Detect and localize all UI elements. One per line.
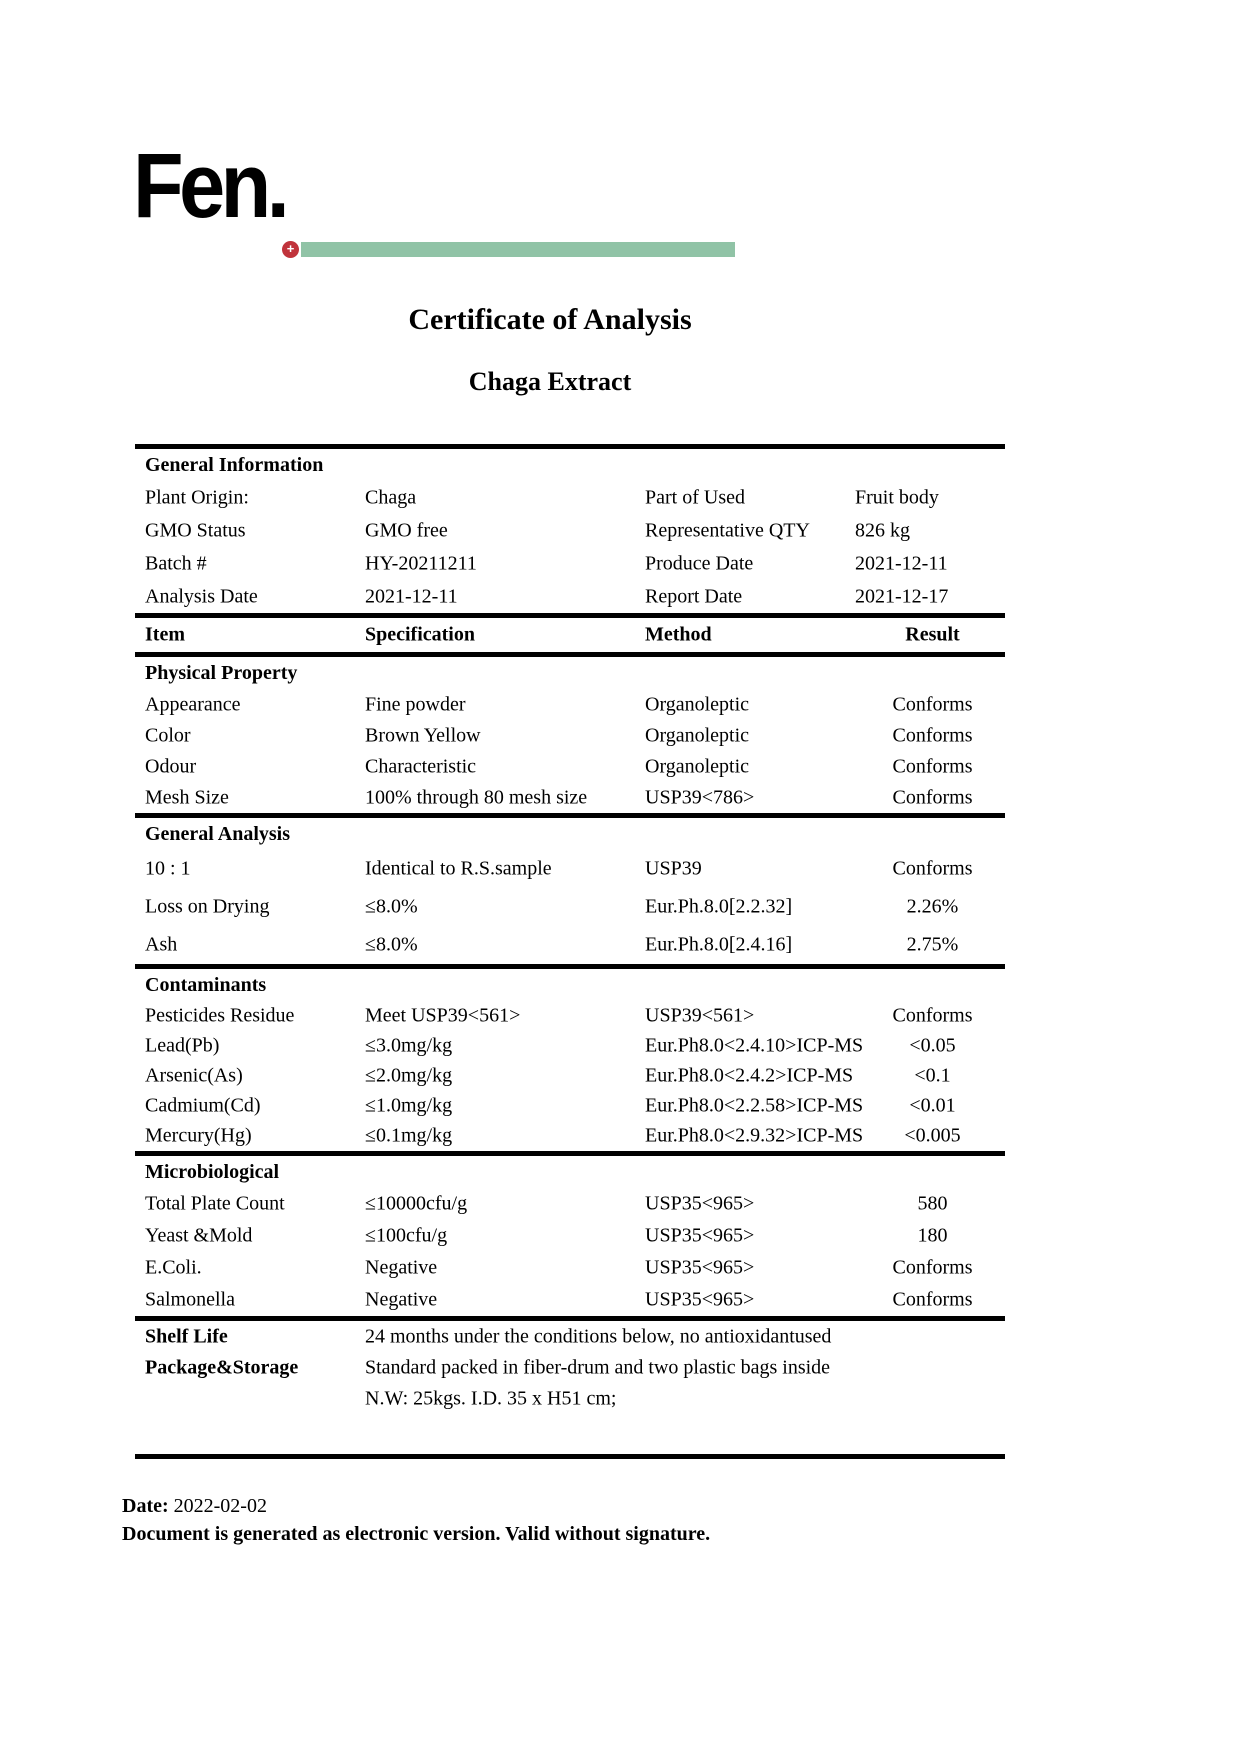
info-label: Representative QTY [645, 519, 810, 541]
info-label: Report Date [645, 585, 743, 607]
result-cell: <0.05 [909, 1034, 956, 1057]
method-cell: USP39<561> [645, 1004, 755, 1027]
result-cell: <0.01 [909, 1094, 956, 1117]
result-cell: Conforms [892, 693, 973, 715]
method-cell: Eur.Ph.8.0[2.2.32] [645, 895, 793, 918]
spec-cell: Fine powder [365, 693, 466, 715]
info-label: GMO Status [145, 519, 246, 541]
method-cell: Organoleptic [645, 755, 750, 777]
table-row [135, 720, 1005, 751]
column-header: Method [645, 623, 712, 646]
info-label: Plant Origin: [145, 486, 249, 508]
result-cell: <0.005 [904, 1124, 961, 1147]
table-row [135, 751, 1005, 782]
item-cell: Mesh Size [145, 786, 229, 808]
info-value: 2021-12-17 [855, 585, 949, 607]
column-header: Item [145, 623, 185, 646]
spec-cell: Negative [365, 1288, 438, 1311]
method-cell: USP39 [645, 857, 702, 880]
method-cell: Eur.Ph.8.0[2.4.16] [645, 933, 793, 956]
item-cell: Loss on Drying [145, 895, 270, 918]
spec-cell: Negative [365, 1256, 438, 1279]
info-label: Produce Date [645, 552, 754, 574]
spec-cell: ≤1.0mg/kg [365, 1094, 453, 1117]
footer-note: Document is generated as electronic version. Valid without signature. [122, 1523, 711, 1545]
info-value: 826 kg [855, 519, 910, 541]
spec-cell: ≤0.1mg/kg [365, 1124, 453, 1147]
method-cell: Eur.Ph8.0<2.4.2>ICP-MS [645, 1064, 854, 1087]
table-row [135, 926, 1005, 964]
storage-label: Package&Storage [145, 1356, 299, 1378]
section-heading: Microbiological [145, 1161, 280, 1183]
section-heading: Physical Property [145, 662, 298, 684]
spec-cell: ≤2.0mg/kg [365, 1064, 453, 1087]
spec-cell: ≤8.0% [365, 933, 418, 956]
storage-value: Standard packed in fiber-drum and two plastic bags inside [365, 1356, 831, 1378]
result-cell: Conforms [892, 857, 973, 880]
column-header: Result [905, 623, 960, 646]
result-cell: 2.75% [906, 933, 959, 956]
info-value: 2021-12-11 [365, 585, 458, 607]
general-information-heading: General Information [145, 454, 324, 476]
result-cell: 180 [917, 1224, 948, 1247]
spec-cell: ≤8.0% [365, 895, 418, 918]
section-heading: General Analysis [145, 823, 291, 845]
info-value: GMO free [365, 519, 448, 541]
storage-row [135, 1321, 1005, 1352]
item-cell: Color [145, 724, 191, 746]
method-cell: USP35<965> [645, 1256, 755, 1279]
item-cell: Arsenic(As) [145, 1064, 243, 1087]
general-info-row [135, 481, 1005, 514]
table-row [135, 689, 1005, 720]
table-row [135, 1121, 1005, 1151]
method-cell: USP35<965> [645, 1288, 755, 1311]
spec-cell: Meet USP39<561> [365, 1004, 521, 1027]
method-cell: USP35<965> [645, 1192, 755, 1215]
table-row [135, 1001, 1005, 1031]
result-cell: <0.1 [914, 1064, 951, 1087]
document-title: Certificate of Analysis [408, 303, 692, 336]
item-cell: Appearance [145, 693, 241, 715]
spec-cell: ≤10000cfu/g [365, 1192, 468, 1215]
storage-rows [135, 1321, 1005, 1414]
result-cell: Conforms [892, 724, 973, 746]
item-cell: Mercury(Hg) [145, 1124, 252, 1147]
table-header-row [135, 618, 1005, 652]
table-row [135, 1252, 1005, 1284]
storage-label: Shelf Life [145, 1325, 228, 1347]
table-row [135, 1220, 1005, 1252]
item-cell: 10 : 1 [145, 857, 191, 880]
spec-cell: ≤100cfu/g [365, 1224, 448, 1247]
info-label: Analysis Date [145, 585, 258, 607]
result-cell: Conforms [892, 755, 973, 777]
result-cell: 2.26% [906, 895, 959, 918]
item-cell: Total Plate Count [145, 1192, 285, 1215]
storage-value: N.W: 25kgs. I.D. 35 x H51 cm; [365, 1387, 617, 1409]
general-info-row [135, 514, 1005, 547]
table-row [135, 888, 1005, 926]
table-sections [135, 657, 1005, 1321]
storage-row [135, 1383, 1005, 1414]
date-label: Date: [122, 1495, 169, 1517]
table-row [135, 850, 1005, 888]
logo-accent-bar [301, 242, 735, 257]
info-label: Batch # [145, 552, 207, 574]
item-cell: Cadmium(Cd) [145, 1094, 261, 1117]
method-cell: Organoleptic [645, 724, 750, 746]
method-cell: USP39<786> [645, 786, 755, 808]
result-cell: 580 [917, 1192, 948, 1215]
storage-row [135, 1352, 1005, 1383]
spacer [135, 1414, 1005, 1454]
item-cell: Lead(Pb) [145, 1034, 220, 1057]
general-info-row [135, 547, 1005, 580]
spec-cell: Identical to R.S.sample [365, 857, 552, 880]
method-cell: Eur.Ph8.0<2.9.32>ICP-MS [645, 1124, 864, 1147]
item-cell: E.Coli. [145, 1256, 202, 1279]
spec-cell: Brown Yellow [365, 724, 481, 746]
divider [135, 1454, 1005, 1459]
table-row [135, 1284, 1005, 1316]
table-row [135, 1031, 1005, 1061]
table-row [135, 1091, 1005, 1121]
item-cell: Odour [145, 755, 197, 777]
certificate-body [135, 444, 1005, 1459]
method-cell: Eur.Ph8.0<2.2.58>ICP-MS [645, 1094, 864, 1117]
section-heading: Contaminants [145, 974, 267, 996]
info-value: Chaga [365, 486, 417, 508]
item-cell: Yeast &Mold [145, 1224, 253, 1247]
result-cell: Conforms [892, 786, 973, 808]
info-value: Fruit body [855, 486, 939, 508]
method-cell: Eur.Ph8.0<2.4.10>ICP-MS [645, 1034, 864, 1057]
table-row [135, 1061, 1005, 1091]
spec-cell: ≤3.0mg/kg [365, 1034, 453, 1057]
footer-date-line [122, 1492, 710, 1520]
info-value: HY-20211211 [365, 552, 477, 574]
footer [122, 1492, 710, 1548]
result-cell: Conforms [892, 1256, 973, 1279]
item-cell: Pesticides Residue [145, 1004, 295, 1027]
column-header: Specification [365, 623, 475, 646]
product-name: Chaga Extract [468, 367, 632, 396]
table-row [135, 1188, 1005, 1220]
spec-cell: Characteristic [365, 755, 477, 777]
plus-badge-icon: + [282, 241, 299, 258]
result-cell: Conforms [892, 1004, 973, 1027]
storage-value: 24 months under the conditions below, no antioxidantused [365, 1325, 832, 1347]
info-value: 2021-12-11 [855, 552, 948, 574]
method-cell: Organoleptic [645, 693, 750, 715]
spec-cell: 100% through 80 mesh size [365, 786, 588, 808]
general-information-rows [135, 481, 1005, 613]
item-cell: Ash [145, 933, 178, 956]
result-cell: Conforms [892, 1288, 973, 1311]
item-cell: Salmonella [145, 1288, 235, 1311]
general-info-row [135, 580, 1005, 613]
table-row [135, 782, 1005, 813]
info-label: Part of Used [645, 486, 745, 508]
date-value: 2022-02-02 [173, 1495, 267, 1517]
method-cell: USP35<965> [645, 1224, 755, 1247]
logo-wordmark: Fen. [133, 135, 286, 237]
